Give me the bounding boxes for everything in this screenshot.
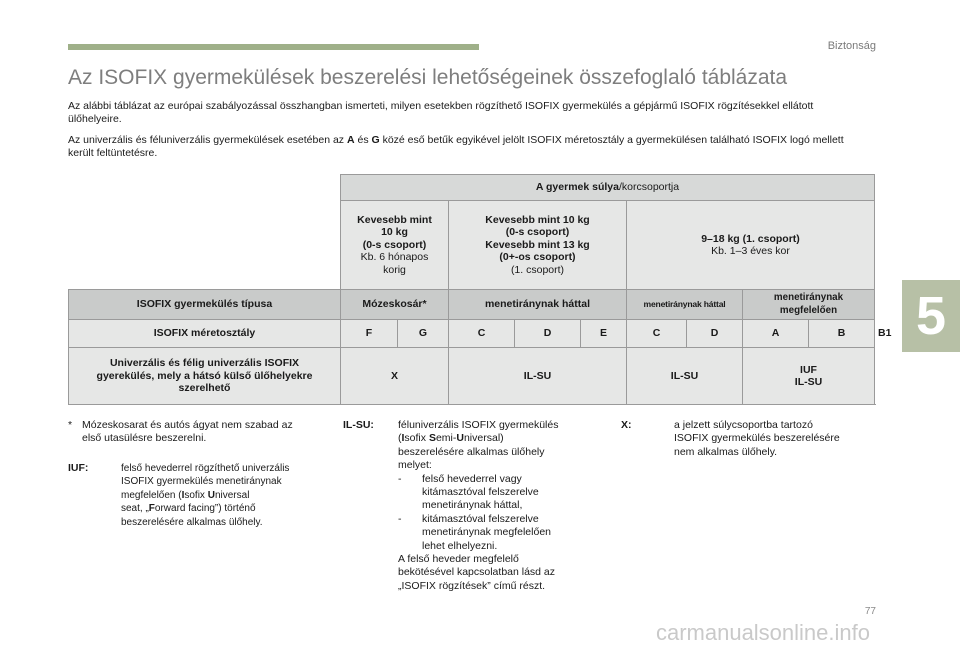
size-class: B — [809, 320, 875, 348]
footnote-iuf-label: IUF: — [68, 462, 89, 474]
footnote-x-text: a jelzett súlycsoportba tartozó ISOFIX gyermekülés beszerelésére nem alkalmas ülőhely. — [674, 419, 840, 458]
watermark: carmanualsonline.info — [655, 620, 870, 645]
type-rear-facing-g1: menetiránynak háttal — [627, 290, 743, 320]
value-bassinet: X — [341, 348, 449, 405]
footnote-ilsu-text: féluniverzális ISOFIX gyermekülés (Isofix Semi-Universal) beszerelésére alkalmas ülőhely melyet: - felső hevederrel vagy kitámasztóval felszerelve menetiránynak háttal, - kitámasztóval felszerelve menetiránynak megfelelően lehet elhelyezni. A felső heveder megfelelő bekötésével kapcsolatban lásd az „ISOFIX rögzítések” című részt. — [398, 419, 608, 593]
row-label-size: ISOFIX méretosztály — [69, 320, 341, 348]
size-class: D — [687, 320, 743, 348]
intro-paragraph-1: Az alábbi táblázat az európai szabályozással összhangban ismerteti, milyen esetekben rögzíthető ISOFIX gyermekülés a gépjármű ISOFIX rögzítésekkel ellátott ülőhelyeire. — [68, 100, 814, 125]
type-rear-facing: menetiránynak háttal — [449, 290, 627, 320]
type-forward-facing: menetiránynak megfelelően — [743, 290, 875, 320]
weight-header: A gyermek súlya/korcsoportja — [341, 175, 875, 201]
size-class: C — [449, 320, 515, 348]
footnote-star-text: Mózeskosarat és autós ágyat nem szabad az első utasülésre beszerelni. — [82, 419, 293, 445]
size-class: D — [515, 320, 581, 348]
size-class: F — [341, 320, 398, 348]
footnote-ilsu-label: IL-SU: — [343, 419, 374, 431]
intro-paragraph-2: Az univerzális és féluniverzális gyermekülések esetében az A és G közé eső betűk egyikével jelölt ISOFIX méretosztály a gyermekülésen található ISOFIX logó mellett került feltüntetésre. — [68, 134, 844, 159]
weight-group-0: Kevesebb mint 10 kg (0-s csoport) Kb. 6 hónapos korig — [341, 201, 449, 290]
section-label: Biztonság — [827, 40, 876, 52]
row-label-seat: Univerzális és félig univerzális ISOFIX gyerekülés, mely a hátsó külső ülőhelyekre szerelhető — [69, 348, 341, 405]
value-rear-facing: IL-SU — [449, 348, 627, 405]
weight-group-1: Kevesebb mint 10 kg (0-s csoport) Kevesebb mint 13 kg (0+-os csoport) (1. csoport) — [449, 201, 627, 290]
ilsu-option-1: - felső hevederrel vagy kitámasztóval felszerelve menetiránynak háttal, — [398, 472, 539, 512]
weight-group-2: 9–18 kg (1. csoport) Kb. 1–3 éves kor — [627, 201, 875, 290]
size-class: E — [581, 320, 627, 348]
value-forward-facing: IUF IL-SU — [743, 348, 875, 405]
section-accent-bar — [68, 44, 479, 50]
row-label-type: ISOFIX gyermekülés típusa — [69, 290, 341, 320]
footnote-star: * — [68, 419, 73, 431]
page-title: Az ISOFIX gyermekülések beszerelési lehetőségeinek összefoglaló táblázata — [68, 66, 788, 89]
footnote-x-label: X: — [621, 419, 632, 431]
size-class: A — [743, 320, 809, 348]
value-rear-facing-g1: IL-SU — [627, 348, 743, 405]
isofix-table: A gyermek súlya/korcsoportja Kevesebb mint 10 kg (0-s csoport) Kb. 6 hónapos korig Kevesebb mint 10 kg (0-s csoport) Kevesebb mint 13 kg (0+-os csoport) (1. csoport) 9–18 kg (1. csoport) Kb. 1–3 éves kor ISOFIX gyermekülés típusa Mózeskosár* menetiránynak háttal menetiránynak háttal menetiránynak megfelelően ISOFIX méretosztály F G C D E C D A B B1 Univerzális és félig univerzális ISOFIX gyerekülés, mely a hátsó külső ülőhelyekre szerelhető X IL-SU IL-SU IUF IL-SU — [68, 174, 875, 405]
type-bassinet: Mózeskosár* — [341, 290, 449, 320]
chapter-tab: 5 — [902, 280, 960, 352]
page-number: 77 — [864, 606, 876, 617]
size-class: C — [627, 320, 687, 348]
footnote-iuf-text: felső hevederrel rögzíthető univerzális ISOFIX gyermekülés menetiránynak megfelelően (Isofix Universal seat, „Forward facing”) történő beszerelésére alkalmas ülőhely. — [121, 463, 290, 528]
size-class: G — [398, 320, 449, 348]
ilsu-option-2: - kitámasztóval felszerelve menetiránynak megfelelően lehet elhelyezni. — [398, 512, 551, 552]
